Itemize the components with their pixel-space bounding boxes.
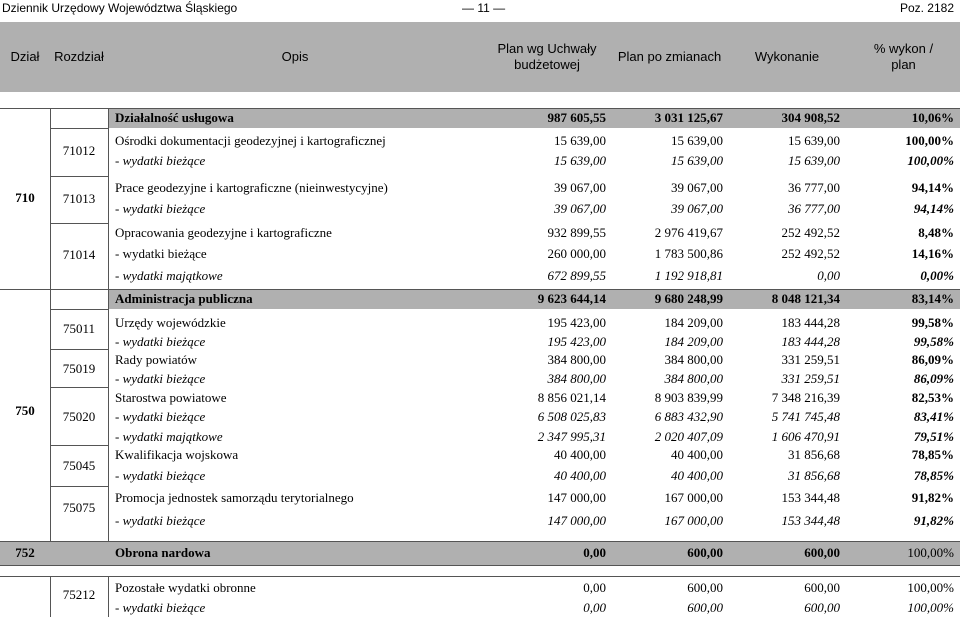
row-plan: 672 899,55 <box>547 268 606 283</box>
row-description: Opracowania geodezyjne i kartograficzne <box>115 225 332 240</box>
row-description: Ośrodki dokumentacji geodezyjnej i kartograficznej <box>115 133 386 148</box>
row-plan: 0,00 <box>583 600 606 615</box>
row-percent: 94,14% <box>913 201 954 216</box>
row-description: - wydatki bieżące <box>115 153 206 168</box>
row-zm: 384 800,00 <box>664 352 723 367</box>
row-description: - wydatki bieżące <box>115 600 206 615</box>
position-number: Poz. 2182 <box>899 1 954 15</box>
row-zm: 2 020 407,09 <box>654 429 723 444</box>
code-752: 752 <box>15 545 35 560</box>
row-percent: 10,06% <box>911 110 954 125</box>
row-description: Rady powiatów <box>115 352 197 367</box>
row-plan: 40 400,00 <box>554 468 606 483</box>
row-zm: 600,00 <box>687 580 723 595</box>
row-description: Pozostałe wydatki obronne <box>115 580 256 595</box>
row-plan: 260 000,00 <box>547 246 606 261</box>
row-wyk: 153 344,48 <box>781 490 840 505</box>
row-percent: 78,85% <box>913 468 954 483</box>
row-zm: 1 783 500,86 <box>654 246 723 261</box>
row-percent: 100,00% <box>907 545 954 560</box>
row-plan: 384 800,00 <box>547 371 606 386</box>
row-zm: 600,00 <box>687 545 723 560</box>
row-description: Starostwa powiatowe <box>115 390 227 405</box>
code-75212: 75212 <box>62 587 96 602</box>
row-plan: 987 605,55 <box>547 110 606 125</box>
row-percent: 82,53% <box>911 390 954 405</box>
header-rozdzial: Rozdział <box>54 49 104 64</box>
row-wyk: 31 856,68 <box>788 447 840 462</box>
row-percent: 83,14% <box>911 291 954 306</box>
row-zm: 40 400,00 <box>671 468 723 483</box>
row-plan: 0,00 <box>583 545 606 560</box>
row-zm: 9 680 248,99 <box>654 291 723 306</box>
row-zm: 184 209,00 <box>664 315 723 330</box>
row-percent: 83,41% <box>913 409 954 424</box>
row-wyk: 8 048 121,34 <box>771 291 840 306</box>
row-percent: 94,14% <box>911 180 954 195</box>
row-plan: 932 899,55 <box>547 225 606 240</box>
row-description: Promocja jednostek samorządu terytorialnego <box>115 490 354 505</box>
row-description: - wydatki majątkowe <box>115 429 223 444</box>
row-description: - wydatki bieżące <box>115 409 206 424</box>
row-description: Działalność usługowa <box>115 110 234 125</box>
row-plan: 2 347 995,31 <box>537 429 606 444</box>
row-zm: 40 400,00 <box>671 447 723 462</box>
row-zm: 6 883 432,90 <box>654 409 723 424</box>
row-percent: 91,82% <box>913 513 954 528</box>
code-75019: 75019 <box>62 361 96 376</box>
row-description: Urzędy wojewódzkie <box>115 315 226 330</box>
row-wyk: 0,00 <box>817 268 840 283</box>
row-zm: 8 903 839,99 <box>654 390 723 405</box>
code-750: 750 <box>15 403 35 418</box>
row-plan: 39 067,00 <box>554 180 606 195</box>
header-dzial: Dział <box>10 49 40 64</box>
row-wyk: 153 344,48 <box>781 513 840 528</box>
row-wyk: 600,00 <box>804 600 840 615</box>
row-plan: 0,00 <box>583 580 606 595</box>
row-plan: 147 000,00 <box>547 513 606 528</box>
row-zm: 384 800,00 <box>664 371 723 386</box>
page-header <box>0 0 960 18</box>
code-75045: 75045 <box>62 458 96 473</box>
row-wyk: 31 856,68 <box>788 468 840 483</box>
row-wyk: 36 777,00 <box>788 180 840 195</box>
row-wyk: 183 444,28 <box>781 315 840 330</box>
row-plan: 195 423,00 <box>547 334 606 349</box>
row-wyk: 331 259,51 <box>781 352 840 367</box>
code-71012: 71012 <box>62 143 96 158</box>
row-zm: 1 192 918,81 <box>654 268 723 283</box>
header-wykonanie: Wykonanie <box>754 49 820 64</box>
row-percent: 99,58% <box>913 334 954 349</box>
row-zm: 184 209,00 <box>664 334 723 349</box>
row-wyk: 15 639,00 <box>788 133 840 148</box>
code-75075: 75075 <box>62 500 96 515</box>
row-description: Administracja publiczna <box>115 291 253 306</box>
row-wyk: 331 259,51 <box>781 371 840 386</box>
row-description: - wydatki majątkowe <box>115 268 223 283</box>
row-description: - wydatki bieżące <box>115 371 206 386</box>
code-71013: 71013 <box>62 191 96 206</box>
code-75011: 75011 <box>62 321 96 336</box>
header-plan-po-zmianach: Plan po zmianach <box>617 49 722 64</box>
row-description: - wydatki bieżące <box>115 513 206 528</box>
row-wyk: 600,00 <box>804 545 840 560</box>
page-number: — 11 — <box>462 1 506 15</box>
row-description: - wydatki bieżące <box>115 468 206 483</box>
row-description: Prace geodezyjne i kartograficzne (nieinwestycyjne) <box>115 180 388 195</box>
row-wyk: 15 639,00 <box>788 153 840 168</box>
journal-title: Dziennik Urzędowy Województwa Śląskiego <box>2 1 238 15</box>
row-percent: 100,00% <box>905 133 954 148</box>
code-710: 710 <box>15 190 35 205</box>
row-percent: 100,00% <box>907 580 954 595</box>
row-plan: 15 639,00 <box>554 133 606 148</box>
row-plan: 15 639,00 <box>554 153 606 168</box>
row-percent: 0,00% <box>920 268 954 283</box>
row-percent: 91,82% <box>911 490 954 505</box>
row-description: Kwalifikacja wojskowa <box>115 447 239 462</box>
row-percent: 8,48% <box>918 225 954 240</box>
row-wyk: 183 444,28 <box>781 334 840 349</box>
row-percent: 79,51% <box>913 429 954 444</box>
row-plan: 384 800,00 <box>547 352 606 367</box>
header-plan-uchwaly: Plan wg Uchwały budżetowej <box>497 41 597 72</box>
row-percent: 99,58% <box>911 315 954 330</box>
row-plan: 8 856 021,14 <box>537 390 606 405</box>
row-wyk: 252 492,52 <box>781 225 840 240</box>
row-wyk: 7 348 216,39 <box>771 390 840 405</box>
row-plan: 195 423,00 <box>547 315 606 330</box>
row-zm: 167 000,00 <box>664 490 723 505</box>
row-description: - wydatki bieżące <box>115 246 207 261</box>
row-percent: 14,16% <box>911 246 954 261</box>
row-zm: 15 639,00 <box>671 153 723 168</box>
row-description: - wydatki bieżące <box>115 201 206 216</box>
row-plan: 147 000,00 <box>547 490 606 505</box>
row-zm: 3 031 125,67 <box>654 110 723 125</box>
row-plan: 6 508 025,83 <box>537 409 606 424</box>
row-wyk: 304 908,52 <box>781 110 840 125</box>
row-percent: 86,09% <box>913 371 954 386</box>
row-wyk: 600,00 <box>804 580 840 595</box>
row-plan: 9 623 644,14 <box>537 291 606 306</box>
code-75020: 75020 <box>62 409 96 424</box>
row-plan: 39 067,00 <box>554 201 606 216</box>
table-header <box>0 22 960 92</box>
row-zm: 167 000,00 <box>664 513 723 528</box>
row-percent: 78,85% <box>911 447 954 462</box>
row-wyk: 252 492,52 <box>781 246 840 261</box>
row-zm: 2 976 419,67 <box>654 225 723 240</box>
row-percent: 86,09% <box>911 352 954 367</box>
header-procent: % wykon / plan <box>873 41 934 72</box>
row-percent: 100,00% <box>907 600 954 615</box>
header-opis: Opis <box>281 49 309 64</box>
row-description: Obrona nardowa <box>115 545 211 560</box>
row-zm: 39 067,00 <box>671 201 723 216</box>
row-description: - wydatki bieżące <box>115 334 206 349</box>
row-plan: 40 400,00 <box>554 447 606 462</box>
row-zm: 39 067,00 <box>671 180 723 195</box>
row-wyk: 5 741 745,48 <box>771 409 840 424</box>
row-percent: 100,00% <box>907 153 954 168</box>
row-wyk: 36 777,00 <box>788 201 840 216</box>
row-zm: 15 639,00 <box>671 133 723 148</box>
row-zm: 600,00 <box>687 600 723 615</box>
code-71014: 71014 <box>62 247 96 262</box>
row-wyk: 1 606 470,91 <box>771 429 840 444</box>
